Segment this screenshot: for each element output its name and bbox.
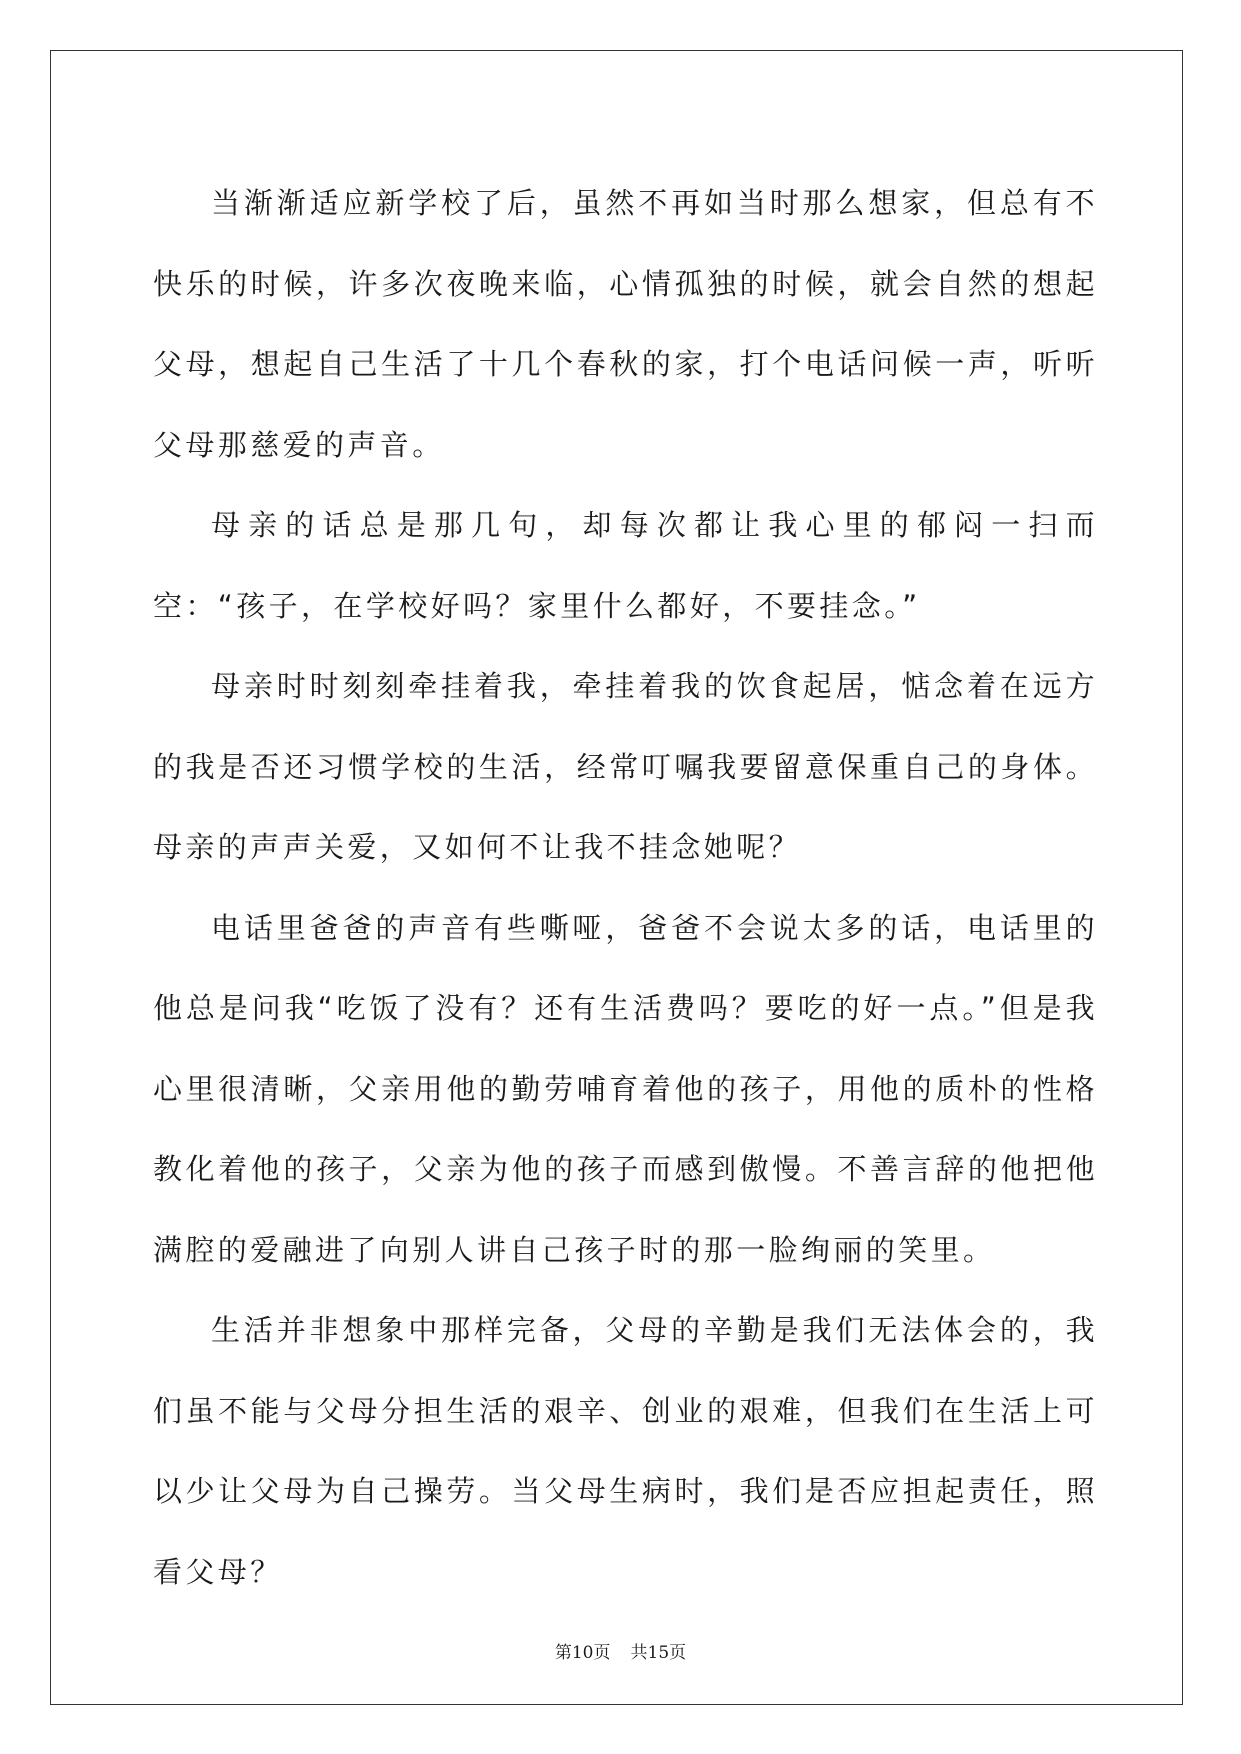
total-page-count: 共15页 <box>630 1643 687 1663</box>
paragraph-1: 当渐渐适应新学校了后，虽然不再如当时那么想家，但总有不快乐的时候，许多次夜晚来临，心情孤独的时候，就会自然的想起父母，想起自己生活了十几个春秋的家，打个电话问候一声，听听父母那慈爱的声音。 <box>153 186 1098 462</box>
current-page-number: 第10页 <box>554 1643 611 1663</box>
paragraph-2: 母亲的话总是那几句，却每次都让我心里的郁闷一扫而空：“孩子，在学校好吗？家里什么都好，不要挂念。” <box>153 508 1098 623</box>
paragraph-5: 生活并非想象中那样完备，父母的辛勤是我们无法体会的，我们虽不能与父母分担生活的艰辛、创业的艰难，但我们在生活上可以少让父母为自己操劳。当父母生病时，我们是否应担起责任，照看父母？ <box>153 1313 1098 1589</box>
document-body <box>153 163 1098 1612</box>
paragraph-4: 电话里爸爸的声音有些嘶哑，爸爸不会说太多的话，电话里的他总是问我“吃饭了没有？还有生活费吗？要吃的好一点。”但是我心里很清晰，父亲用他的勤劳哺育着他的孩子，用他的质朴的性格教化着他的孩子，父亲为他的孩子而感到傲慢。不善言辞的他把他满腔的爱融进了向别人讲自己孩子时的那一脸绚丽的笑里。 <box>153 910 1098 1267</box>
paragraph-3: 母亲时时刻刻牵挂着我，牵挂着我的饮食起居，惦念着在远方的我是否还习惯学校的生活，经常叮嘱我要留意保重自己的身体。母亲的声声关爱，又如何不让我不挂念她呢？ <box>153 669 1098 864</box>
page-footer <box>0 1638 1241 1663</box>
